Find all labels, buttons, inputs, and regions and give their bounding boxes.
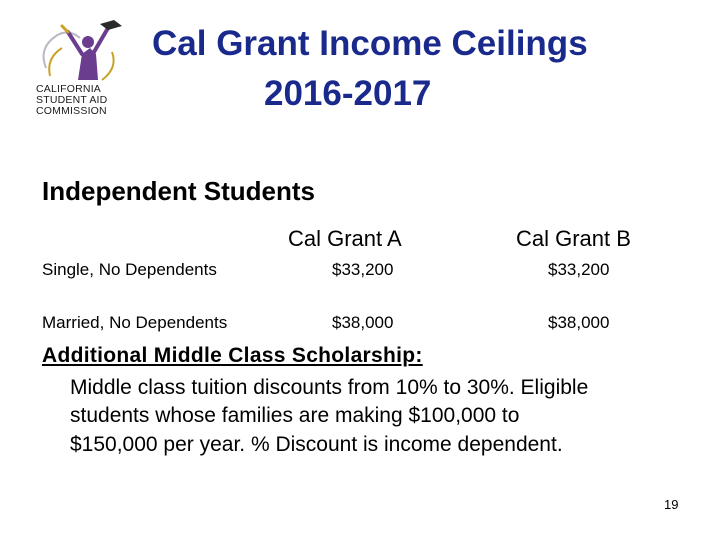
table-cell-cal-grant-b: $38,000 [548, 313, 610, 332]
scholarship-body-line: Middle class tuition discounts from 10% to 30%. Eligible [70, 376, 589, 399]
logo-wordmark [36, 84, 136, 117]
logo-line-3: COMMISSION [36, 105, 107, 117]
scholarship-body-line: $150,000 per year. % Discount is income dependent. [70, 433, 563, 456]
row-label: Single, No Dependents [42, 260, 217, 279]
csac-logo [28, 18, 136, 138]
table-cell-cal-grant-b: $33,200 [548, 260, 610, 279]
slide-title: Cal Grant Income Ceilings [152, 24, 588, 63]
column-header-cal-grant-b: Cal Grant B [516, 226, 631, 251]
table-cell-cal-grant-a: $38,000 [332, 313, 394, 332]
slide-title-year: 2016-2017 [264, 74, 432, 113]
graduate-figure-icon [28, 18, 136, 88]
section-heading: Independent Students [42, 176, 315, 206]
table-cell-cal-grant-a: $33,200 [332, 260, 394, 279]
scholarship-body-line: students whose families are making $100,000 to [70, 404, 520, 427]
page-number: 19 [664, 497, 679, 512]
column-header-cal-grant-a: Cal Grant A [288, 226, 402, 251]
logo-line-1: CALIFORNIA [36, 83, 102, 95]
logo-line-2: STUDENT AID [36, 94, 108, 106]
scholarship-heading: Additional Middle Class Scholarship: [42, 344, 423, 367]
row-label: Married, No Dependents [42, 313, 228, 332]
